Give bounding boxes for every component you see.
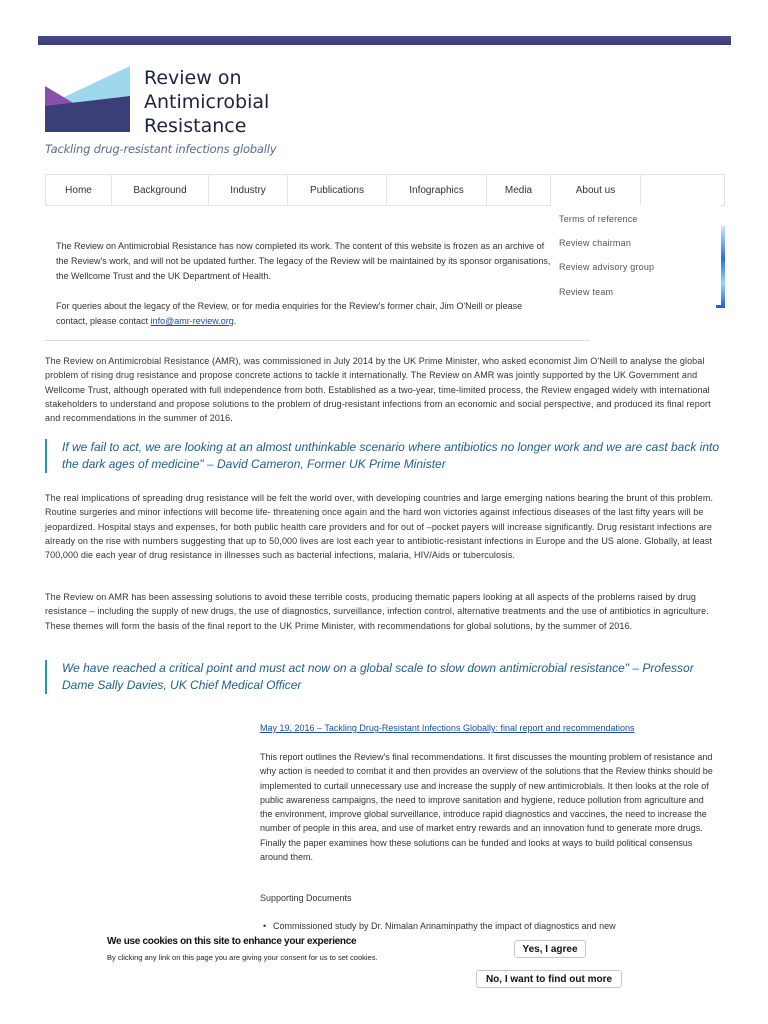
nav-infographics[interactable]: Infographics [387, 175, 487, 205]
logo-title: Review on Antimicrobial Resistance [144, 67, 270, 137]
top-accent-bar [38, 36, 731, 45]
dropdown-review-team[interactable]: Review team [559, 287, 614, 297]
implications-paragraph: The real implications of spreading drug resistance will be felt the world over, with developing countries and large emerging nations bearing the brunt of this problem. Routine surgeries and minor infections will become life- threatening once again and the hard won victories against infectious diseases of the last fifty years will be jeopardized. Hospital stays and expenses, for both public health care providers and for out of –pocket payers will increase significantly. Drug resistant infections are already on the rise with numbers suggesting that up to 50,000 lives are lost each year to antibiotic-resistant infections in Europe and the US alone. Globally, at least 700,000 die each year of drug resistance in illnesses such as bacterial infections, malaria, HIV/Aids or tuberculosis. [45, 493, 714, 561]
final-report-link[interactable]: May 19, 2016 – Tackling Drug-Resistant Infections Globally: final report and recommendations [260, 723, 635, 733]
cookie-find-out-more-button[interactable]: No, I want to find out more [476, 970, 622, 988]
main-navigation [45, 174, 725, 206]
assessing-paragraph: The Review on AMR has been assessing solutions to avoid these terrible costs, producing thematic papers looking at all aspects of the problems raised by drug resistance – including the supply of new drugs, the use of diagnostics, surveillance, infection control, alternative treatments and the use of antibiotics in agriculture. These themes will form the basis of the final report to the UK Prime Minister, with recommendations for global solutions, by the summer of 2016. [45, 592, 709, 631]
list-item[interactable]: • Commissioned study by Dr. Nimalan Arinaminpathy the impact of diagnostics and new [273, 921, 616, 931]
cookie-text: By clicking any link on this page you are giving your consent for us to set cookies. [107, 953, 378, 962]
cookie-title: We use cookies on this site to enhance your experience [107, 936, 357, 947]
cookie-banner [95, 932, 635, 994]
logo-graphic-icon [45, 66, 135, 132]
nav-background[interactable]: Background [112, 175, 209, 205]
nav-media[interactable]: Media [487, 175, 551, 205]
dropdown-review-advisory-group[interactable]: Review advisory group [559, 262, 655, 272]
site-logo[interactable] [45, 66, 305, 162]
report-description: This report outlines the Review's final recommendations. It first discusses the mounting problem of resistance and why action is needed to combat it and then provides an overview of the solutions that the Review thinks should be implemented to curtail unnecessary use and increase the supply of new antimicrobials. It then looks at the role of public awareness campaigns, the need to improve sanitation and hygiene, reduce pollution from agriculture and the environment, improve global surveillance, introduce rapid diagnostics and vaccines, the need to increase the number of people in this area, and use of market entry rewards and an innovation fund to generate more drugs. Finally the paper examines how these solutions can be funded and looks at ways to build political consensus around them. [260, 752, 713, 863]
dropdown-terms-of-reference[interactable]: Terms of reference [559, 214, 638, 224]
quote-cameron: If we fail to act, we are looking at an almost unthinkable scenario where antibiotics no longer work and we are cast back into the dark ages of medicine" – David Cameron, Former UK Prime Minister [45, 439, 725, 473]
notice-paragraph: The Review on Antimicrobial Resistance has now completed its work. The content of this website is frozen as an archive of the Review's work, and will not be updated further. The legacy of the Review will be maintained by its sponsor organisations, the Wellcome Trust and the UK Department of Health. [56, 241, 551, 281]
dropdown-review-chairman[interactable]: Review chairman [559, 238, 632, 248]
nav-publications[interactable]: Publications [288, 175, 387, 205]
supporting-documents-heading: Supporting Documents [260, 893, 352, 903]
contact-email-link[interactable]: info@amr-review.org [150, 316, 234, 326]
nav-home[interactable]: Home [46, 175, 112, 205]
nav-industry[interactable]: Industry [209, 175, 288, 205]
nav-about-us[interactable]: About us [551, 175, 641, 205]
notice-contact-paragraph: For queries about the legacy of the Review, or for media enquiries for the Review's former chair, Jim O'Neill or please contact, please contact info@amr-review.org. [56, 301, 523, 326]
quote-davies: We have reached a critical point and must act now on a global scale to slow down antimicrobial resistance" – Professor Dame Sally Davies, UK Chief Medical Officer [45, 660, 725, 694]
logo-tagline: Tackling drug-resistant infections globally [45, 142, 277, 156]
divider [45, 340, 590, 341]
about-us-dropdown [551, 205, 721, 305]
intro-paragraph: The Review on Antimicrobial Resistance (AMR), was commissioned in July 2014 by the UK Prime Minister, who asked economist Jim O'Neill to analyse the global problem of rising drug resistance and propose concrete actions to tackle it internationally. The Review on AMR was jointly supported by the UK Government and Wellcome Trust, although operated with full independence from both. Established as a two-year, time-limited process, the Review engaged widely with international stakeholders to understand and propose solutions to the problem of drug-resistant infections from an economic and social perspective, and produced its final report and recommendations in the summer of 2016. [45, 356, 711, 424]
cookie-agree-button[interactable]: Yes, I agree [514, 940, 586, 958]
archive-notice [56, 239, 551, 344]
